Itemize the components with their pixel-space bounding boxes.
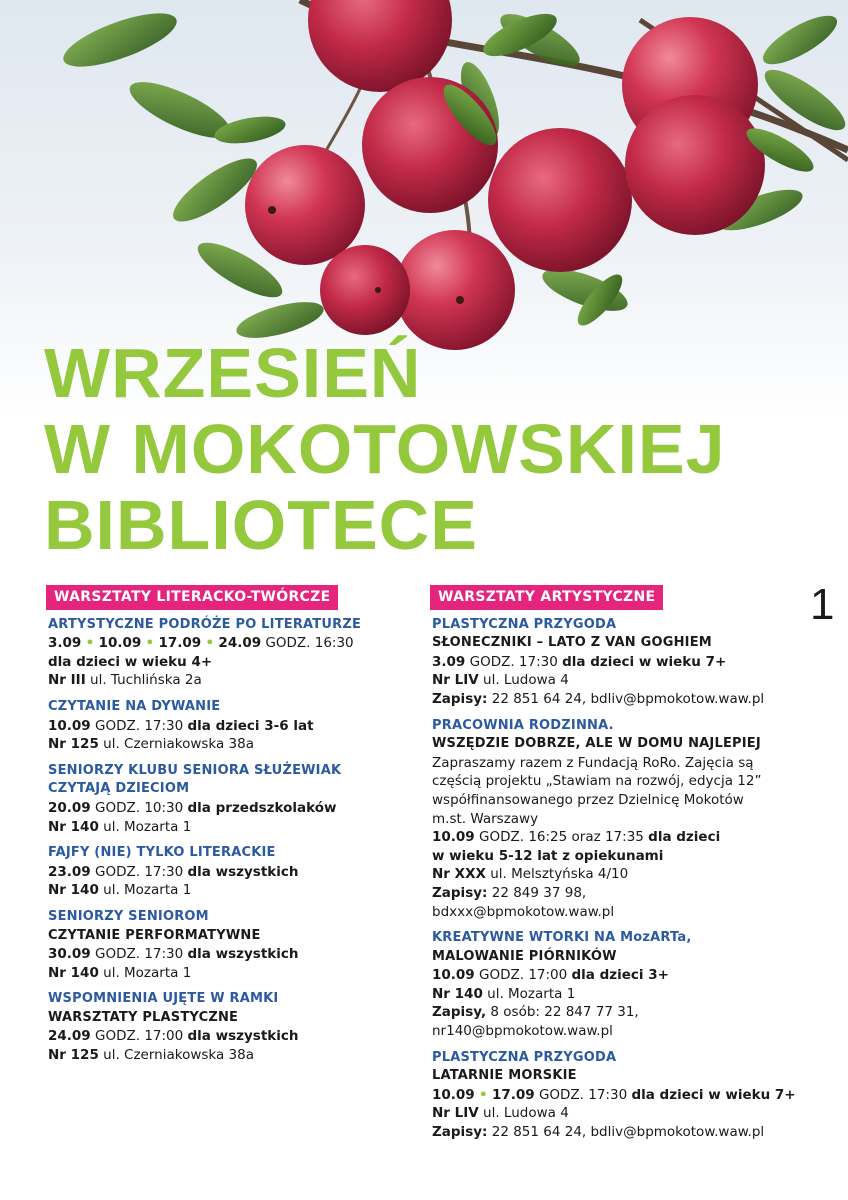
title-line-1: WRZESIEŃ — [44, 334, 422, 412]
event-dates-line — [432, 653, 802, 672]
branch-address: ul. Mozarta 1 — [487, 985, 576, 1002]
event-dates-line — [48, 945, 398, 964]
branch-number: Nr LIV — [432, 672, 479, 689]
section-header-artistic: WARSZTATY ARTYSTYCZNE — [430, 585, 663, 610]
event-title: SENIORZY KLUBU SENIORA SŁUŻEWIAK — [48, 762, 342, 778]
signup-contact[interactable]: 22 851 64 24, bdliv@bpmokotow.waw.pl — [491, 690, 765, 707]
event-date: 23.09 — [48, 863, 91, 880]
branch-number: Nr 140 — [48, 964, 99, 981]
branch-number: Nr LIV — [432, 1105, 479, 1122]
event-time: GODZ. 16:25 oraz 17:35 — [479, 829, 644, 846]
event-description: m.st. Warszawy — [432, 810, 539, 827]
dot-separator-icon: • — [205, 635, 215, 652]
event-audience: dla dzieci w wieku 4+ — [48, 653, 213, 670]
signup-email[interactable]: bdxxx@bpmokotow.waw.pl — [432, 903, 615, 920]
event-location — [432, 865, 802, 884]
event-signup — [432, 1123, 802, 1142]
page-number: 1 — [810, 580, 835, 629]
signup-contact[interactable]: 22 851 64 24, bdliv@bpmokotow.waw.pl — [491, 1124, 765, 1141]
event-date: 20.09 — [48, 799, 91, 816]
event-date: 17.09 — [158, 635, 202, 652]
event-title: KREATYWNE WTORKI NA MozARTa, — [432, 930, 692, 946]
event-date: 24.09 — [48, 1028, 91, 1045]
signup-label: Zapisy: — [432, 884, 488, 901]
event-title: PLASTYCZNA PRZYGODA — [432, 616, 617, 632]
branch-number: Nr XXX — [432, 866, 486, 883]
event-location — [48, 671, 398, 690]
event-date: 3.09 — [48, 635, 82, 652]
event-date: 10.09 — [98, 635, 142, 652]
event-item — [432, 717, 802, 922]
branch-address: ul. Ludowa 4 — [483, 1105, 569, 1122]
event-time: GODZ. 17:00 — [479, 967, 568, 984]
section-header-literary: WARSZTATY LITERACKO-TWÓRCZE — [46, 585, 338, 610]
event-subtitle: SŁONECZNIKI – LATO Z VAN GOGHIEM — [432, 635, 712, 651]
event-title: WSPOMNIENIA UJĘTE W RAMKI — [48, 991, 279, 1007]
event-description: częścią projektu „Stawiam na rozwój, edycja 12” — [432, 773, 762, 790]
event-location — [432, 671, 802, 690]
event-signup — [432, 1003, 802, 1022]
event-time: GODZ. 17:30 — [95, 717, 184, 734]
event-time: GODZ. 10:30 — [95, 799, 184, 816]
branch-number: Nr 140 — [48, 818, 99, 835]
event-date: 3.09 — [432, 653, 466, 670]
event-dates-line — [432, 828, 802, 847]
event-title: PRACOWNIA RODZINNA. — [432, 717, 614, 733]
branch-address: ul. Ludowa 4 — [483, 672, 569, 689]
event-item — [48, 762, 398, 836]
branch-address: ul. Czerniakowska 38a — [103, 736, 255, 753]
event-subtitle: WSZĘDZIE DOBRZE, ALE W DOMU NAJLEPIEJ — [432, 736, 761, 752]
event-audience: dla dzieci — [648, 829, 721, 846]
event-item — [432, 616, 802, 709]
event-description: Zapraszamy razem z Fundacją RoRo. Zajęcia są — [432, 754, 754, 771]
branch-address: ul. Mozarta 1 — [103, 964, 192, 981]
event-location — [48, 964, 398, 983]
page-title — [44, 335, 726, 563]
event-time: GODZ. 17:00 — [95, 1028, 184, 1045]
event-audience: dla wszystkich — [187, 863, 299, 880]
event-description: współfinansowanego przez Dzielnicę Mokotów — [432, 791, 744, 808]
event-time: GODZ. 17:30 — [469, 653, 558, 670]
event-audience-continued: w wieku 5-12 lat z opiekunami — [432, 847, 664, 864]
event-subtitle: LATARNIE MORSKIE — [432, 1068, 577, 1084]
event-title: FAJFY (NIE) TYLKO LITERACKIE — [48, 845, 276, 861]
event-time: GODZ. 17:30 — [95, 863, 184, 880]
branch-address: ul. Tuchlińska 2a — [90, 672, 202, 689]
event-subtitle: MALOWANIE PIÓRNIKÓW — [432, 948, 617, 964]
title-line-3: BIBLIOTECE — [44, 486, 478, 564]
event-title: CZYTANIE NA DYWANIE — [48, 698, 221, 714]
branch-number: Nr 140 — [48, 882, 99, 899]
title-line-2: W MOKOTOWSKIEJ — [44, 410, 726, 488]
event-dates-line — [48, 863, 398, 882]
event-dates-line — [48, 1027, 398, 1046]
event-title: PLASTYCZNA PRZYGODA — [432, 1049, 617, 1065]
signup-contact[interactable]: 8 osób: 22 847 77 31, — [490, 1004, 639, 1021]
signup-label: Zapisy: — [432, 1124, 488, 1141]
event-item — [432, 929, 802, 1041]
left-column — [48, 585, 398, 1073]
event-location — [432, 1104, 802, 1123]
event-dates-line — [432, 1086, 802, 1105]
event-location — [48, 818, 398, 837]
event-subtitle: CZYTANIE PERFORMATYWNE — [48, 927, 261, 943]
event-audience: dla wszystkich — [187, 946, 299, 963]
event-dates-line — [48, 634, 398, 653]
event-item — [48, 844, 398, 900]
event-dates-line — [48, 717, 398, 736]
branch-number: Nr 125 — [48, 736, 99, 753]
event-item — [48, 616, 398, 690]
event-audience: dla dzieci 3-6 lat — [187, 717, 314, 734]
event-date: 17.09 — [491, 1086, 535, 1103]
event-time: GODZ. 17:30 — [95, 946, 184, 963]
event-date: 10.09 — [432, 829, 475, 846]
event-title: SENIORZY SENIOROM — [48, 908, 209, 924]
event-location — [48, 881, 398, 900]
event-signup — [432, 690, 802, 709]
signup-contact[interactable]: 22 849 37 98, — [491, 884, 587, 901]
dot-separator-icon: • — [479, 1086, 488, 1103]
branch-number: Nr III — [48, 672, 86, 689]
event-audience: dla przedszkolaków — [187, 799, 337, 816]
event-time: GODZ. 16:30 — [265, 635, 354, 652]
signup-label: Zapisy: — [432, 690, 488, 707]
event-date: 10.09 — [48, 717, 91, 734]
event-title-continued: CZYTAJĄ DZIECIOM — [48, 781, 190, 797]
branch-address: ul. Mozarta 1 — [103, 818, 192, 835]
dot-separator-icon: • — [85, 635, 95, 652]
event-item — [432, 1049, 802, 1142]
event-audience: dla dzieci w wieku 7+ — [631, 1086, 796, 1103]
branch-number: Nr 140 — [432, 985, 483, 1002]
event-dates-line — [432, 966, 802, 985]
event-time: GODZ. 17:30 — [538, 1086, 628, 1103]
event-location — [432, 985, 802, 1004]
signup-email[interactable]: nr140@bpmokotow.waw.pl — [432, 1023, 613, 1040]
right-column — [432, 585, 802, 1150]
event-item — [48, 698, 398, 754]
event-signup — [432, 884, 802, 903]
event-location — [48, 1046, 398, 1065]
event-title: ARTYSTYCZNE PODRÓŻE PO LITERATURZE — [48, 616, 362, 632]
event-audience: dla wszystkich — [187, 1028, 299, 1045]
event-dates-line — [48, 799, 398, 818]
event-subtitle: WARSZTATY PLASTYCZNE — [48, 1009, 239, 1025]
event-date: 10.09 — [432, 1086, 475, 1103]
event-date: 30.09 — [48, 946, 91, 963]
branch-address: ul. Czerniakowska 38a — [103, 1047, 255, 1064]
event-location — [48, 735, 398, 754]
dot-separator-icon: • — [145, 635, 155, 652]
event-date: 24.09 — [218, 635, 262, 652]
branch-address: ul. Mozarta 1 — [103, 882, 192, 899]
branch-number: Nr 125 — [48, 1047, 99, 1064]
event-date: 10.09 — [432, 967, 475, 984]
event-item — [48, 990, 398, 1064]
event-audience: dla dzieci 3+ — [571, 967, 669, 984]
signup-label: Zapisy, — [432, 1004, 487, 1021]
branch-address: ul. Melsztyńska 4/10 — [490, 866, 629, 883]
event-audience: dla dzieci w wieku 7+ — [562, 653, 727, 670]
event-item — [48, 908, 398, 982]
